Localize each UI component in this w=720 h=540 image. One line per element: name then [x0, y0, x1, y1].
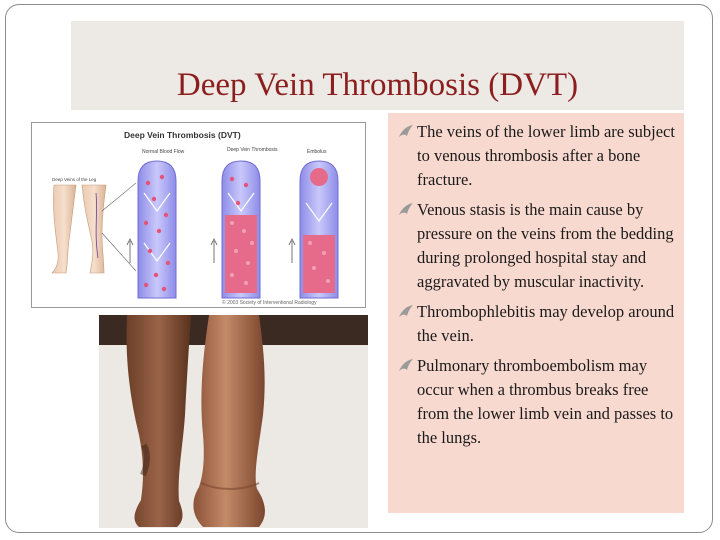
diagram-label-dvt: Deep Vein Thrombosis: [227, 147, 278, 153]
bullet-list: [388, 113, 684, 450]
bullet-text: Thrombophlebitis may develop around the vein.: [417, 302, 675, 345]
bullet-feather-icon: [398, 304, 414, 318]
bullet-item-2: [398, 198, 676, 294]
bullet-text: Pulmonary thromboembolism may occur when a thrombus breaks free from the lower limb vein and passes to the lungs.: [417, 356, 674, 447]
diagram-title: Deep Vein Thrombosis (DVT): [124, 130, 241, 140]
vein-normal: [127, 161, 176, 298]
title-band: [71, 21, 684, 110]
bullet-text: The veins of the lower limb are subject to venous thrombosis after a bone fracture.: [417, 122, 675, 189]
bullet-feather-icon: [398, 358, 414, 372]
vein-dvt: [211, 161, 260, 298]
diagram-label-embolus: Embolus: [307, 149, 327, 155]
diagram-label-normal: Normal Blood Flow: [142, 149, 185, 155]
bullet-item-4: [398, 354, 676, 450]
bullet-text: Venous stasis is the main cause by pressure on the veins from the bedding during prolonged hospital stay and aggravated by muscular inactivity.: [417, 200, 674, 291]
bullet-panel: [388, 113, 684, 513]
bullet-item-1: [398, 120, 676, 192]
diagram-label-deep-veins: Deep Veins of the Leg: [52, 177, 97, 182]
slide-title: Deep Vein Thrombosis (DVT): [176, 67, 579, 103]
dvt-diagram: [31, 122, 366, 308]
dvt-diagram-graphic: [32, 123, 365, 307]
legs-illustration: [52, 183, 136, 273]
dvt-leg-photo: [99, 315, 368, 528]
swollen-leg-illustration: [99, 315, 368, 528]
bullet-feather-icon: [398, 124, 414, 138]
diagram-copyright: © 2003 Society of Interventional Radiology: [222, 300, 317, 306]
bullet-item-3: [398, 300, 676, 348]
bullet-feather-icon: [398, 202, 414, 216]
vein-embolus: [289, 161, 338, 298]
